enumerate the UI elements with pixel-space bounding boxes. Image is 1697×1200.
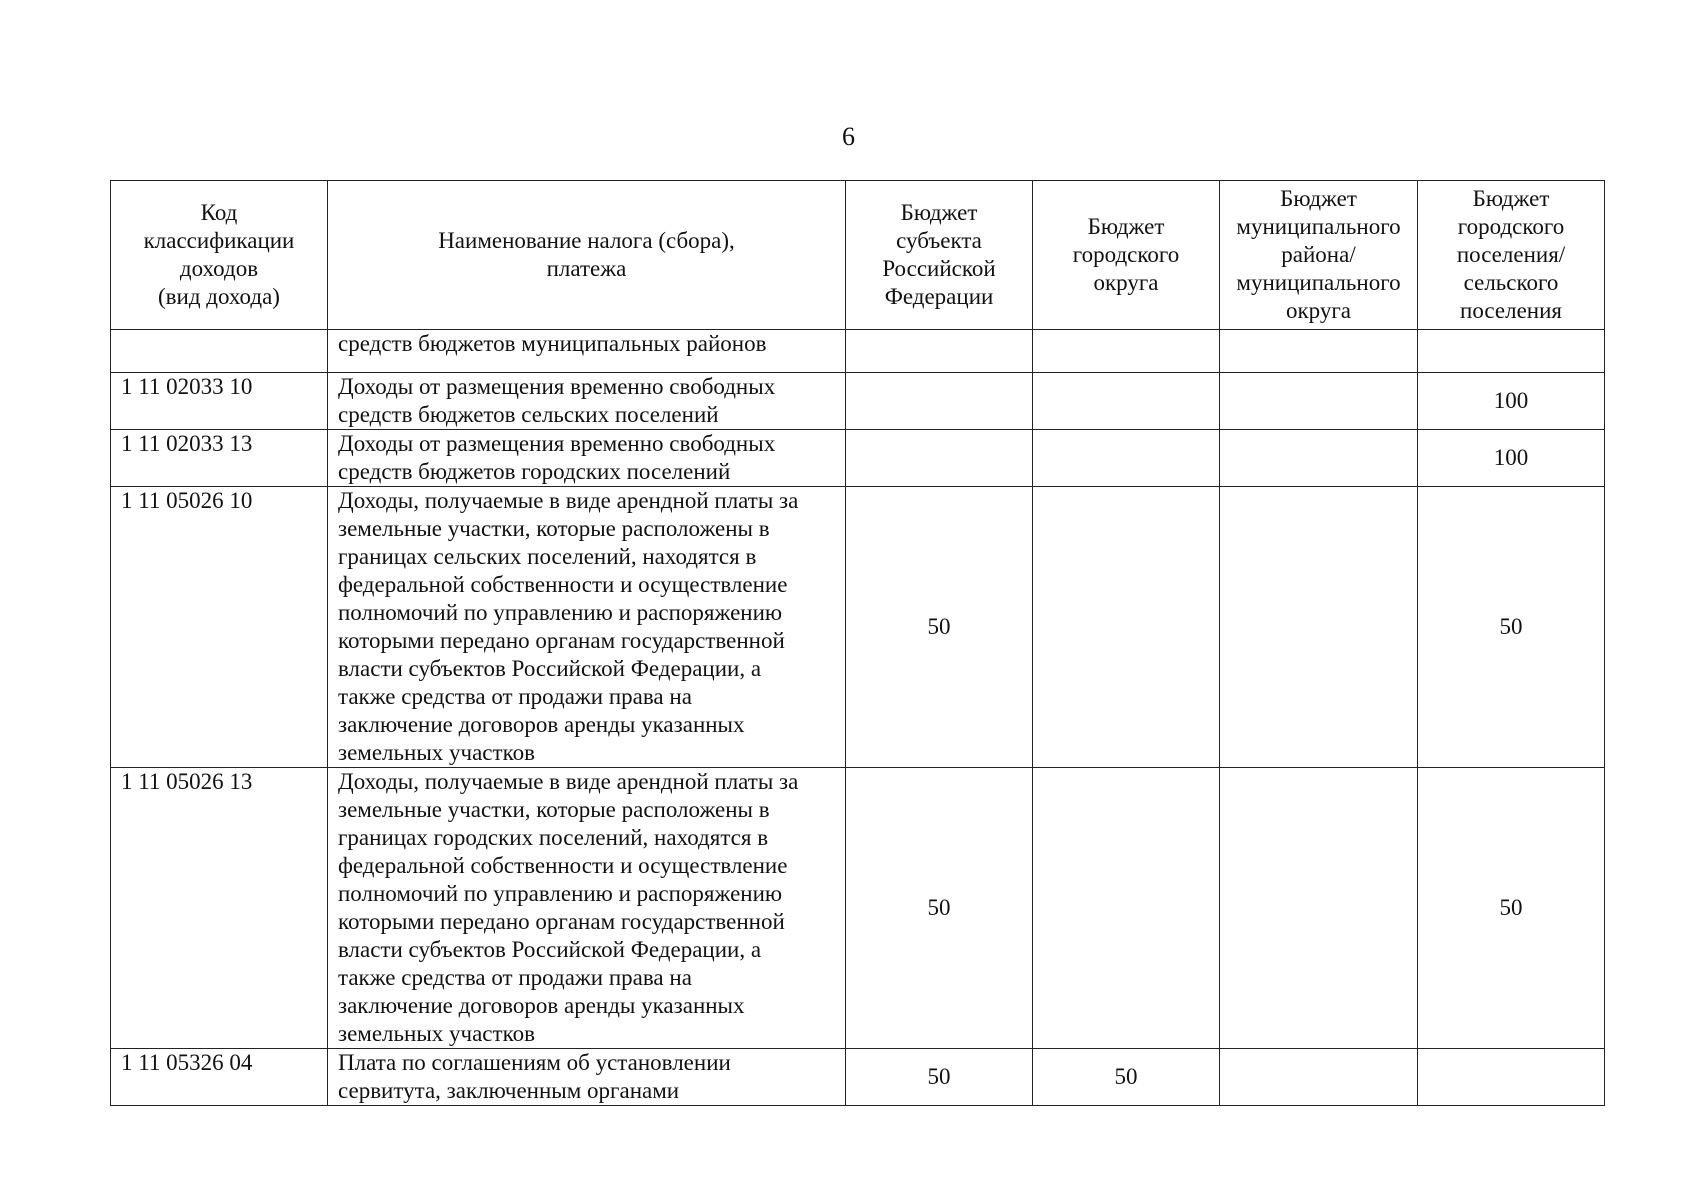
settlement-budget-cell: 50 — [1418, 768, 1605, 1049]
income-code-cell — [111, 330, 328, 373]
settlement-budget-cell — [1418, 1049, 1605, 1106]
income-code-cell: 1 11 05326 04 — [111, 1049, 328, 1106]
municipal-budget-cell — [1220, 330, 1418, 373]
table-row — [111, 768, 1605, 1049]
municipal-budget-cell — [1220, 1049, 1418, 1106]
income-name-cell: Доходы от размещения временно свободных средств бюджетов городских поселений — [328, 430, 846, 487]
income-name-cell: Плата по соглашениям об установлении сервитута, заключенным органами — [328, 1049, 846, 1106]
income-name-cell: Доходы от размещения временно свободных средств бюджетов сельских поселений — [328, 373, 846, 430]
city-budget-cell — [1033, 373, 1220, 430]
header-subject-budget: Бюджет субъекта Российской Федерации — [846, 181, 1033, 330]
subject-budget-cell — [846, 373, 1033, 430]
subject-budget-cell: 50 — [846, 487, 1033, 768]
income-code-cell: 1 11 02033 13 — [111, 430, 328, 487]
header-city-budget: Бюджет городского округа — [1033, 181, 1220, 330]
header-code: Код классификации доходов (вид дохода) — [111, 181, 328, 330]
city-budget-cell — [1033, 430, 1220, 487]
municipal-budget-cell — [1220, 373, 1418, 430]
table-row — [111, 1049, 1605, 1106]
table-row — [111, 373, 1605, 430]
income-name-cell: Доходы, получаемые в виде арендной платы за земельные участки, которые расположены в границах городских поселений, находятся в федеральной собственности и осуществление полномочий по управлению и распоряжению которыми передано органам государственной власти субъектов Российской Федерации, а также средства от продажи права на заключение договоров аренды указанных земельных участков — [328, 768, 846, 1049]
subject-budget-cell — [846, 430, 1033, 487]
subject-budget-cell — [846, 330, 1033, 373]
table-row — [111, 330, 1605, 373]
income-name-cell: средств бюджетов муниципальных районов — [328, 330, 846, 373]
settlement-budget-cell: 100 — [1418, 373, 1605, 430]
subject-budget-cell: 50 — [846, 1049, 1033, 1106]
city-budget-cell — [1033, 768, 1220, 1049]
settlement-budget-cell: 100 — [1418, 430, 1605, 487]
header-settlement-budget: Бюджет городского поселения/ сельского поселения — [1418, 181, 1605, 330]
table-body — [111, 330, 1605, 1106]
header-name: Наименование налога (сбора), платежа — [328, 181, 846, 330]
municipal-budget-cell — [1220, 487, 1418, 768]
settlement-budget-cell — [1418, 330, 1605, 373]
income-code-cell: 1 11 05026 10 — [111, 487, 328, 768]
revenue-distribution-table — [110, 180, 1605, 1106]
table-header-row — [111, 181, 1605, 330]
header-municipal-budget: Бюджет муниципального района/ муниципального округа — [1220, 181, 1418, 330]
income-name-cell: Доходы, получаемые в виде арендной платы за земельные участки, которые расположены в границах сельских поселений, находятся в федеральной собственности и осуществление полномочий по управлению и распоряжению которыми передано органам государственной власти субъектов Российской Федерации, а также средства от продажи права на заключение договоров аренды указанных земельных участков — [328, 487, 846, 768]
income-code-cell: 1 11 05026 13 — [111, 768, 328, 1049]
table-row — [111, 430, 1605, 487]
municipal-budget-cell — [1220, 768, 1418, 1049]
income-code-cell: 1 11 02033 10 — [111, 373, 328, 430]
subject-budget-cell: 50 — [846, 768, 1033, 1049]
municipal-budget-cell — [1220, 430, 1418, 487]
settlement-budget-cell: 50 — [1418, 487, 1605, 768]
city-budget-cell: 50 — [1033, 1049, 1220, 1106]
city-budget-cell — [1033, 330, 1220, 373]
page-number: 6 — [842, 122, 855, 151]
city-budget-cell — [1033, 487, 1220, 768]
table-row — [111, 487, 1605, 768]
